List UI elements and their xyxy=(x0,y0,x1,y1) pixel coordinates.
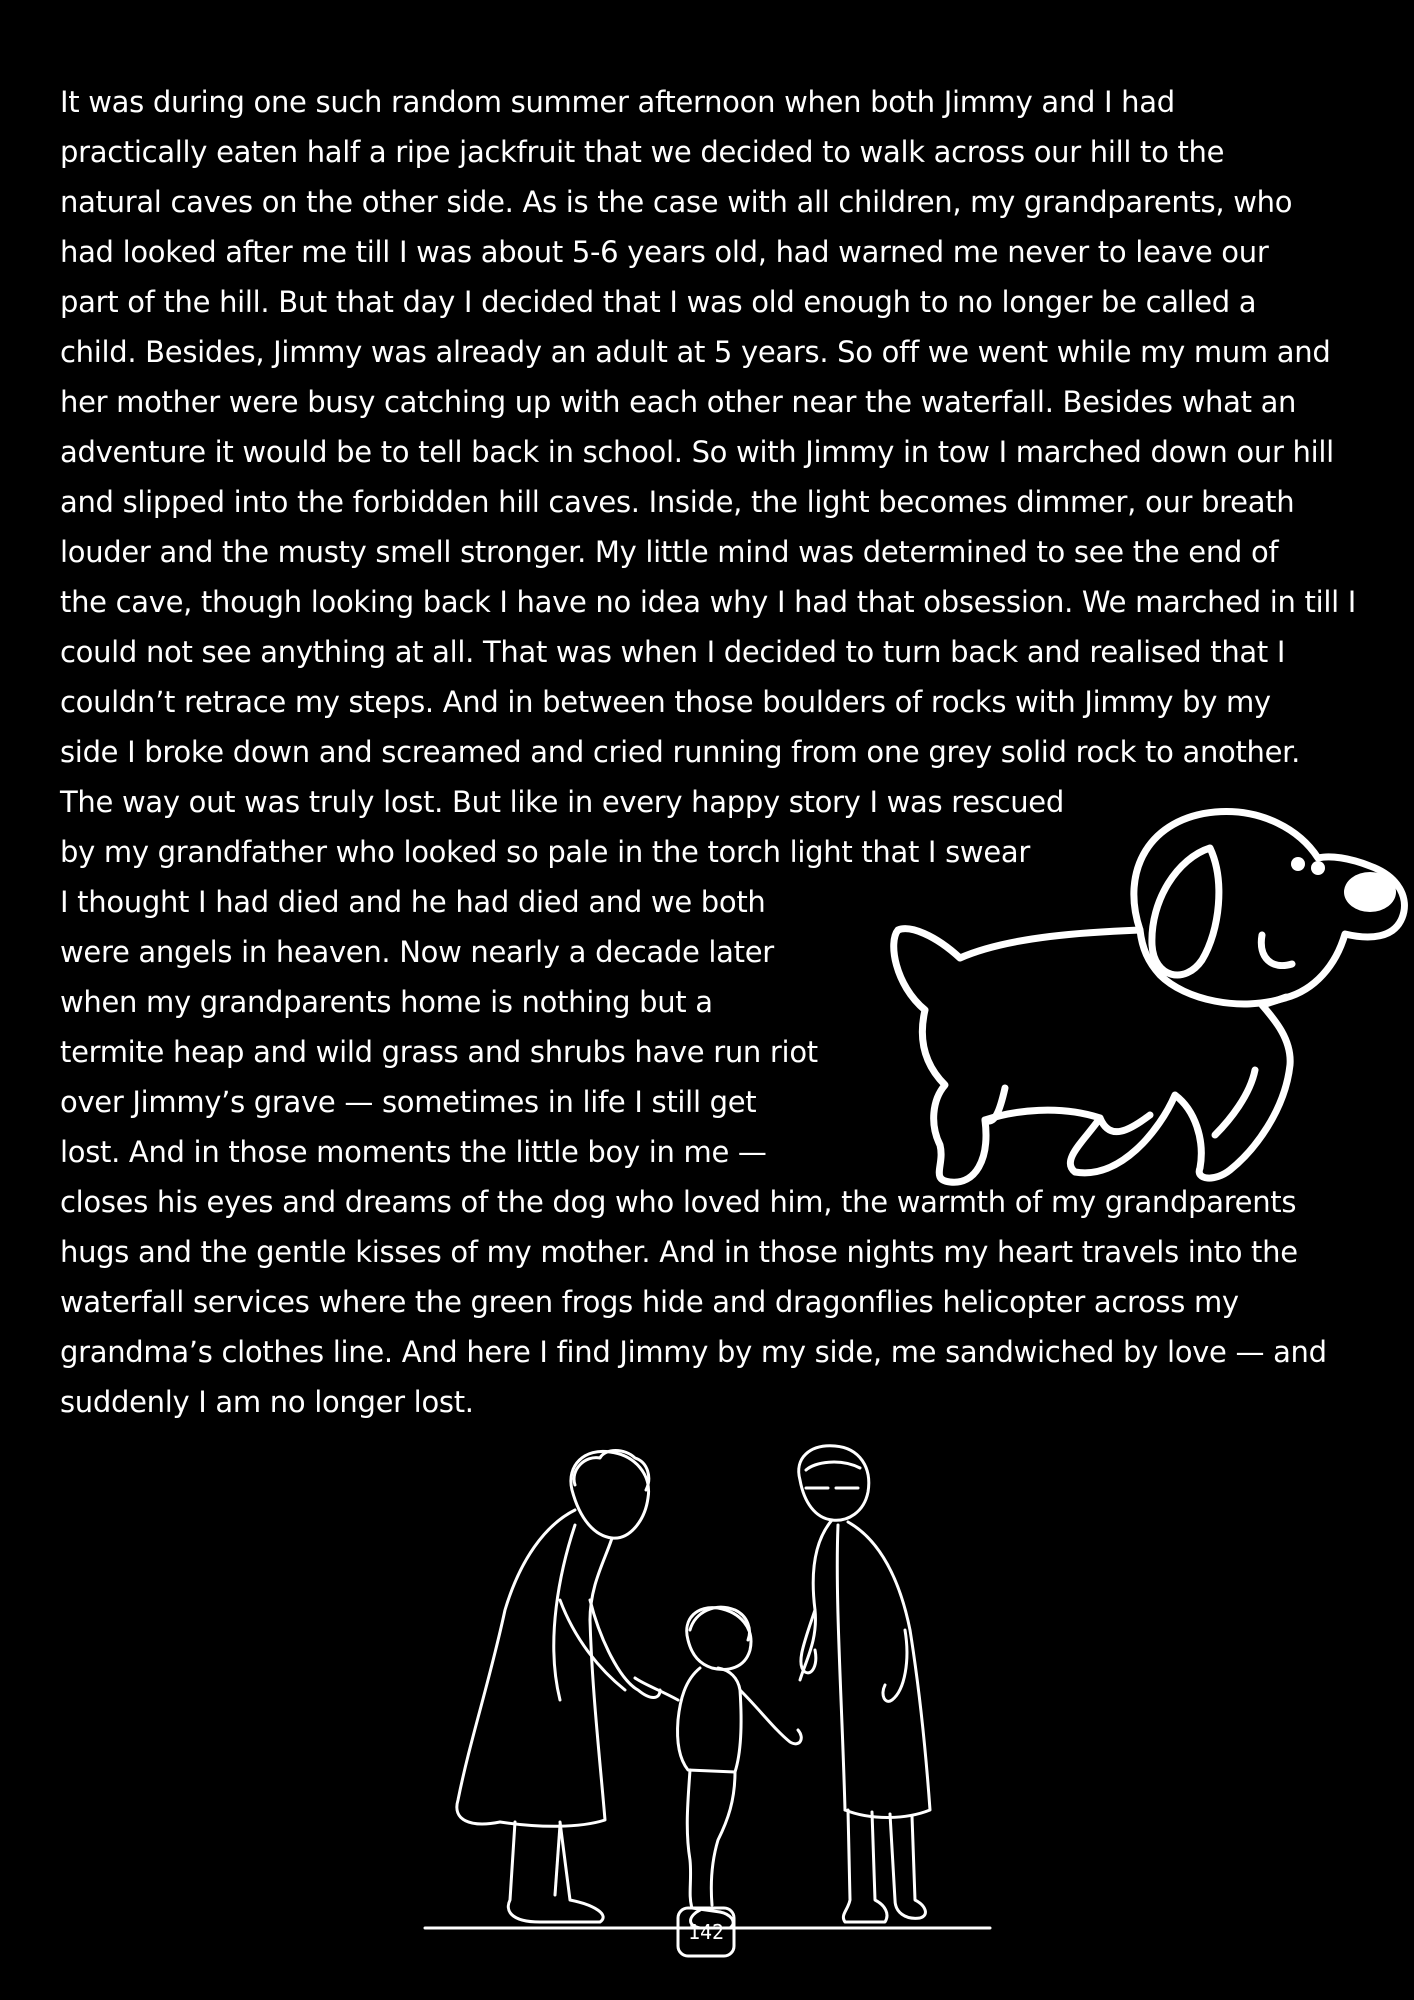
text-line: over Jimmy’s grave — sometimes in life I still get xyxy=(60,1085,757,1119)
text-line: louder and the musty smell stronger. My little mind was determined to see the end of xyxy=(60,535,1279,569)
text-line: suddenly I am no longer lost. xyxy=(60,1385,474,1419)
text-line: lost. And in those moments the little boy in me — xyxy=(60,1135,767,1169)
text-line: when my grandparents home is nothing but a xyxy=(60,985,713,1019)
text-line: side I broke down and screamed and cried running from one grey solid rock to another. xyxy=(60,735,1301,769)
text-line: The way out was truly lost. But like in every happy story I was rescued xyxy=(60,785,1064,819)
text-line: couldn’t retrace my steps. And in between those boulders of rocks with Jimmy by my xyxy=(60,685,1271,719)
text-line: waterfall services where the green frogs hide and dragonflies helicopter across my xyxy=(60,1285,1239,1319)
page-number: 142 xyxy=(687,1920,725,1944)
text-line: closes his eyes and dreams of the dog who loved him, the warmth of my grandparents xyxy=(60,1185,1297,1219)
text-line: practically eaten half a ripe jackfruit that we decided to walk across our hill to the xyxy=(60,135,1225,169)
grandparents-and-boy-line-drawing-icon xyxy=(420,1440,1000,1960)
text-line: were angels in heaven. Now nearly a decade later xyxy=(60,935,774,969)
text-line: adventure it would be to tell back in school. So with Jimmy in tow I marched down our hill xyxy=(60,435,1334,469)
text-line: could not see anything at all. That was when I decided to turn back and realised that I xyxy=(60,635,1286,669)
text-line: part of the hill. But that day I decided that I was old enough to no longer be called a xyxy=(60,285,1257,319)
text-line: grandma’s clothes line. And here I find Jimmy by my side, me sandwiched by love — and xyxy=(60,1335,1327,1369)
text-line: termite heap and wild grass and shrubs have run riot xyxy=(60,1035,818,1069)
text-line: the cave, though looking back I have no idea why I had that obsession. We marched in till I xyxy=(60,585,1357,619)
text-line: hugs and the gentle kisses of my mother. And in those nights my heart travels into the xyxy=(60,1235,1298,1269)
dog-line-drawing-icon xyxy=(880,800,1410,1200)
text-line: child. Besides, Jimmy was already an adult at 5 years. So off we went while my mum and xyxy=(60,335,1331,369)
text-line: and slipped into the forbidden hill caves. Inside, the light becomes dimmer, our breath xyxy=(60,485,1295,519)
text-line: It was during one such random summer afternoon when both Jimmy and I had xyxy=(60,85,1175,119)
text-line: her mother were busy catching up with each other near the waterfall. Besides what an xyxy=(60,385,1297,419)
text-line: by my grandfather who looked so pale in the torch light that I swear xyxy=(60,835,1030,869)
text-line: natural caves on the other side. As is the case with all children, my grandparents, who xyxy=(60,185,1293,219)
text-line: I thought I had died and he had died and we both xyxy=(60,885,766,919)
text-line: had looked after me till I was about 5-6 years old, had warned me never to leave our xyxy=(60,235,1269,269)
